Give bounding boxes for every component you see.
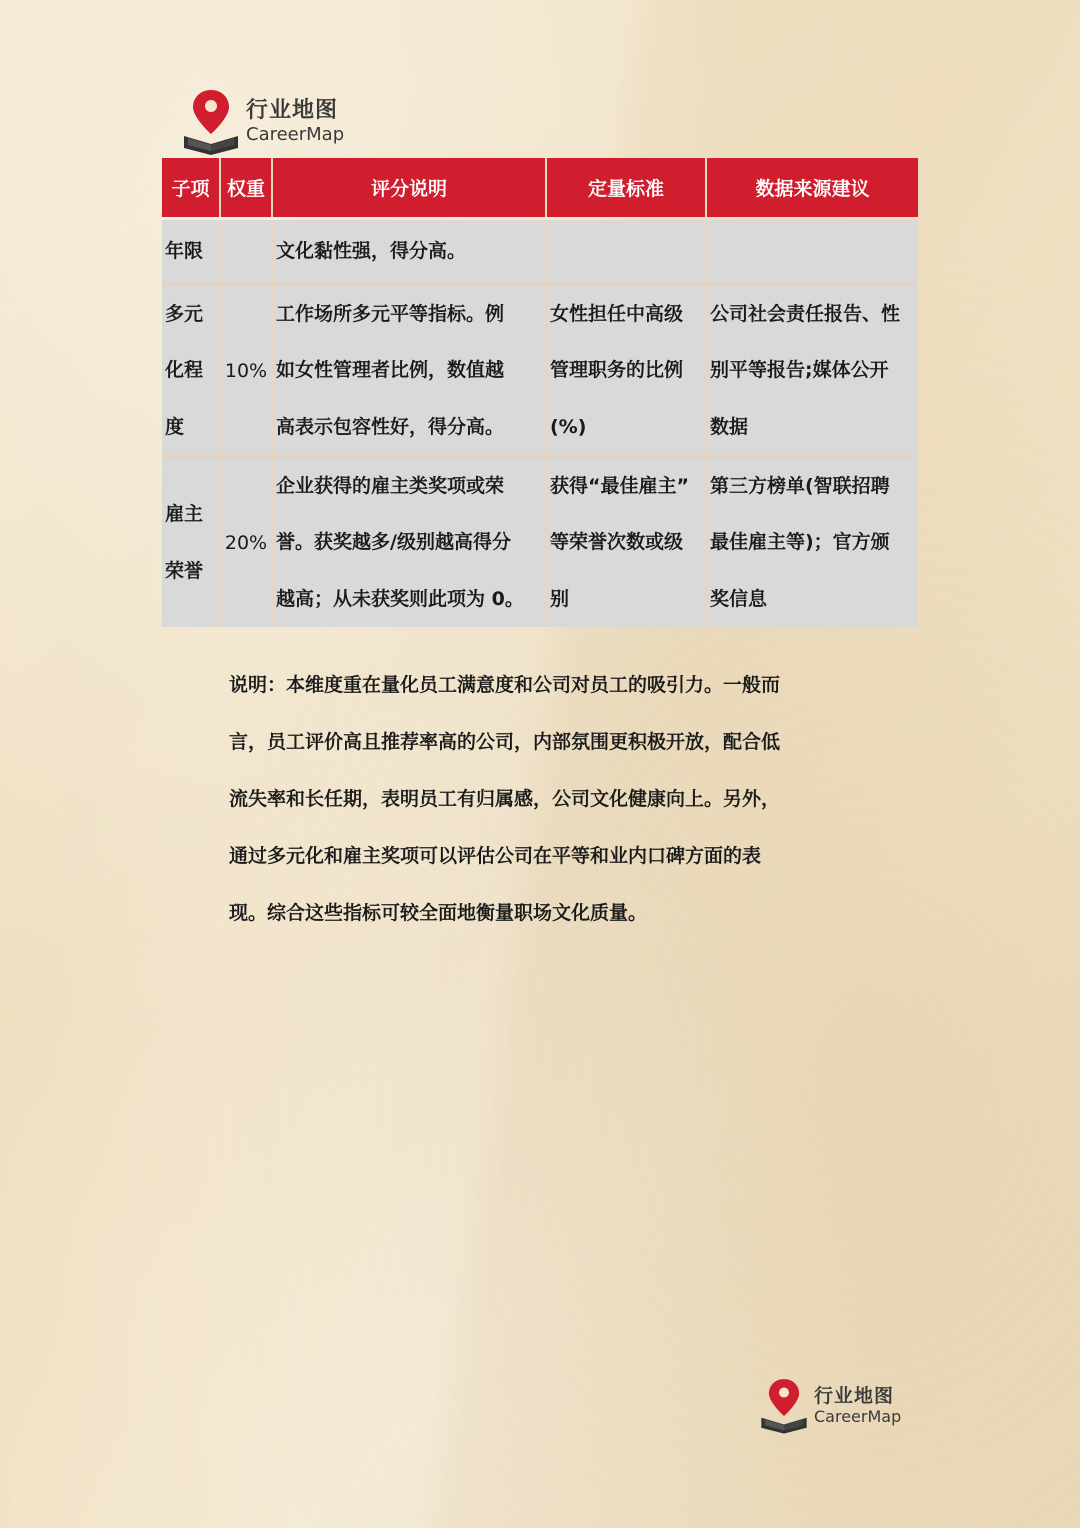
careermap-logo-footer — [758, 1377, 901, 1435]
cell-item: 年限 — [162, 220, 221, 283]
table-row — [162, 283, 918, 455]
map-pin-book-icon — [758, 1377, 810, 1435]
cell-description: 工作场所多元平等指标。例 如女性管理者比例，数值越 高表示包容性好，得分高。 — [273, 286, 547, 455]
note-line: 流失率和长任期，表明员工有归属感，公司文化健康向上。另外， — [229, 788, 781, 810]
cell-standard: 获得“最佳雇主” 等荣誉次数或级 别 — [547, 458, 707, 627]
cell-weight: 10% — [221, 286, 273, 455]
cell-item: 雇主 荣誉 — [162, 458, 221, 627]
cell-source: 第三方榜单(智联招聘 最佳雇主等)；官方颁 奖信息 — [707, 458, 918, 627]
note-line: 说明：本维度重在量化员工满意度和公司对员工的吸引力。一般而 — [229, 674, 781, 696]
cell-weight: 20% — [221, 458, 273, 627]
brand-name-cn: 行业地图 — [246, 98, 339, 123]
header-description: 评分说明 — [273, 158, 547, 217]
note-line: 言，员工评价高且推荐率高的公司，内部氛围更积极开放，配合低 — [229, 731, 781, 753]
table-row — [162, 455, 918, 627]
note-line: 现。综合这些指标可较全面地衡量职场文化质量。 — [229, 902, 648, 924]
cell-description: 企业获得的雇主类奖项或荣 誉。获奖越多/级别越高得分 越高；从未获奖则此项为 0。 — [273, 458, 547, 627]
cell-source — [707, 220, 918, 283]
table-header — [162, 158, 918, 217]
header-source: 数据来源建议 — [707, 158, 918, 217]
header-weight: 权重 — [221, 158, 273, 217]
header-item: 子项 — [162, 158, 221, 217]
careermap-logo — [180, 88, 344, 156]
cell-description: 文化黏性强，得分高。 — [273, 220, 547, 283]
cell-standard — [547, 220, 707, 283]
explanation-paragraph — [229, 657, 869, 942]
note-line: 通过多元化和雇主奖项可以评估公司在平等和业内口碑方面的表 — [229, 845, 762, 867]
brand-name-en: CareerMap — [814, 1407, 902, 1426]
map-pin-book-icon — [180, 88, 242, 156]
brand-name-en: CareerMap — [246, 124, 345, 145]
header-standard: 定量标准 — [547, 158, 707, 217]
cell-weight — [221, 220, 273, 283]
cell-item: 多元 化程 度 — [162, 286, 221, 455]
brand-name-cn: 行业地图 — [814, 1385, 895, 1407]
cell-source: 公司社会责任报告、性 别平等报告;媒体公开 数据 — [707, 286, 918, 455]
table-row — [162, 220, 918, 283]
scoring-table — [162, 158, 918, 627]
cell-standard: 女性担任中高级 管理职务的比例 (%) — [547, 286, 707, 455]
